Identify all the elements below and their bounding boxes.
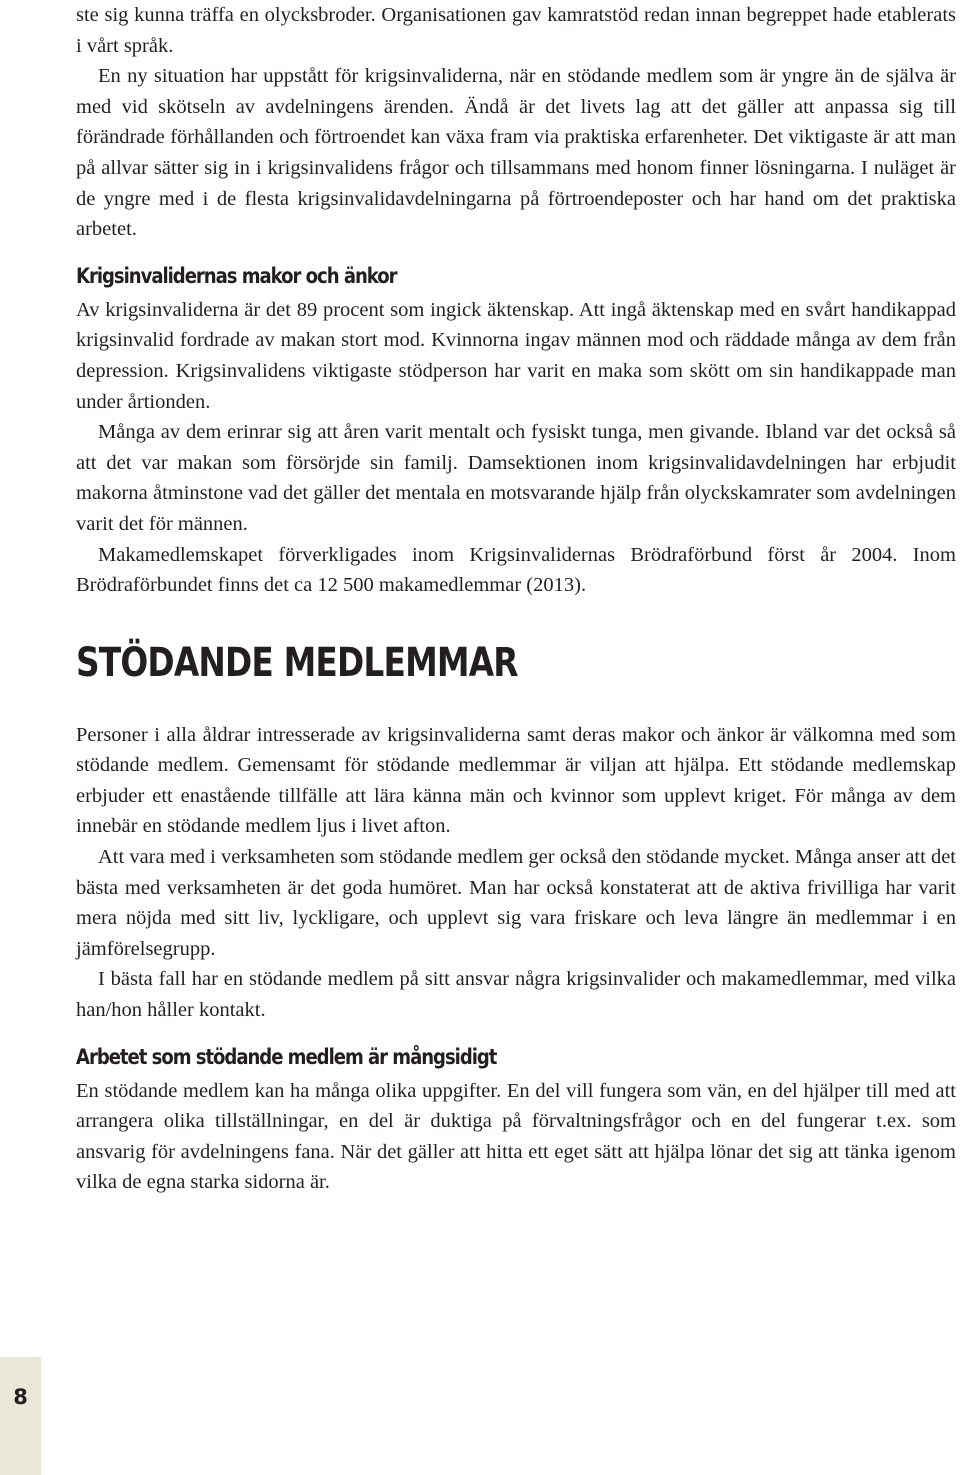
subsection-heading-makor: Krigsinvalidernas makor och änkor — [76, 263, 397, 288]
paragraph: I bästa fall har en stödande medlem på sitt ansvar några krigsinvalider och makamedlemmar, med vilka han/hon håller kontakt. — [76, 968, 956, 1022]
top-text-block — [76, 0, 956, 245]
page-number-tab — [0, 1357, 41, 1475]
paragraph: Många av dem erinrar sig att åren varit mentalt och fysiskt tunga, men givande. Ibland var det också så att det var makan som försörjde sin familj. Damsektionen inom krigsinvalidavdelningen har erbjudit makorna åtminstone vad det gäller det mentala en motsvarande hjälp från olyckskamrater som avdelningen varit det för männen. — [76, 421, 956, 535]
paragraph: ste sig kunna träffa en olycksbroder. Organisationen gav kamratstöd redan innan begreppet hade etablerats i vårt språk. — [76, 4, 956, 57]
paragraph: Av krigsinvaliderna är det 89 procent som ingick äktenskap. Att ingå äktenskap med en svårt handikappad krigsinvalid fordrade av makan stort mod. Kvinnorna ingav männen mod och räddade många av dem från depression. Krigsinvalidens viktigaste stödperson har varit en maka som skött om sin handikappade man under årtionden. — [76, 298, 956, 413]
page-number: 8 — [13, 1385, 28, 1409]
paragraph: Makamedlemskapet förverkligades inom Krigsinvalidernas Brödraförbund först år 2004. Inom Brödraförbundet finns det ca 12 500 makamedlemmar (2013). — [76, 543, 956, 597]
paragraph: Att vara med i verksamheten som stödande medlem ger också den stödande mycket. Många anser att det bästa med verksamheten är det goda humöret. Man har också konstaterat att de aktiva frivilliga har varit mera nöjda med sitt liv, lyckligare, och upplevt sig vara friskare och leva längre än medlemmar i en jämförelsegrupp. — [76, 846, 956, 960]
paragraph: Personer i alla åldrar intresserade av krigsinvaliderna samt deras makor och änkor är välkomna med som stödande medlem. Gemensamt för stödande medlemmar är viljan att hjälpa. Ett stödande medlemskap erbjuder ett enastående tillfälle att lära känna män och kvinnor som upplevt kriget. För många av dem innebär en stödande medlem ljus i livet afton. — [76, 723, 956, 838]
paragraph: En ny situation har uppstått för krigsinvaliderna, när en stödande medlem som är yngre än de själva är med vid skötseln av avdelningens ärenden. Ändå är det livets lag att det gäller att anpassa sig till förändrade förhållanden och förtroendet kan växa fram via praktiska erfarenheter. Det viktigaste är att man på allvar sätter sig in i krigsinvalidens frågor och tillsammans med honom finner lösningarna. I nuläget är de yngre med i de flesta krigsinvalidavdelningarna på förtroendeposter och har hand om det praktiska arbetet. — [76, 65, 956, 241]
document-body — [76, 0, 956, 1198]
subsection-heading-arbetet: Arbetet som stödande medlem är mångsidigt — [76, 1044, 497, 1069]
paragraph: En stödande medlem kan ha många olika uppgifter. En del vill fungera som vän, en del hjälper till med att arrangera olika tillställningar, en del är duktiga på förvaltningsfrågor och en del fungerar t.ex. som ansvarig för avdelningens fana. När det gäller att hitta ett eget sätt att hjälpa lönar det sig att tänka igenom vilka de egna starka sidorna är. — [76, 1079, 956, 1194]
section-heading-stodande-medlemmar: STÖDANDE MEDLEMMAR — [76, 639, 518, 686]
